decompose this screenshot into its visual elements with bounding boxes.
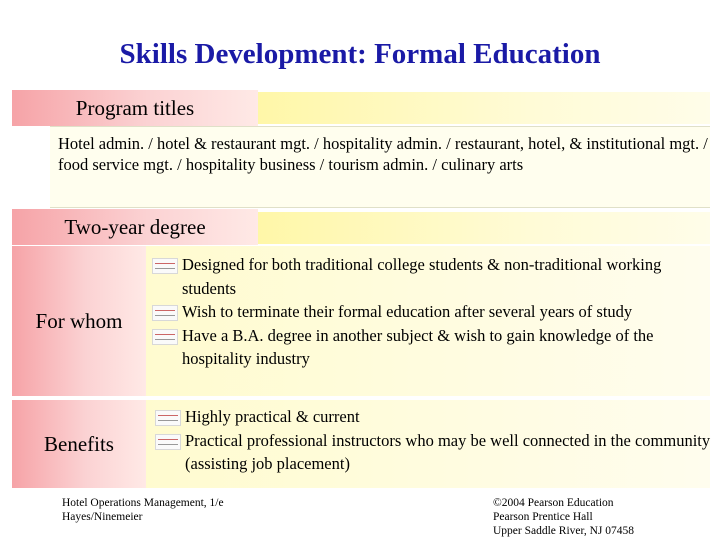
footer-book-title: Hotel Operations Management, 1/e [62,497,224,509]
slide-title: Skills Development: Formal Education [119,38,601,70]
two-year-degree-header-band [258,212,710,244]
benefits-label: Benefits [44,431,114,456]
bullet-text: Practical professional instructors who may be well connected in the community (assisting job placement) [185,430,711,473]
bullet-icon [155,410,181,426]
footer-address: Upper Saddle River, NJ 07458 [493,525,635,537]
bullet-text: Designed for both traditional college students & non-traditional working students [182,255,662,298]
bullet-icon [152,305,178,321]
program-titles-text: Hotel admin. / hotel & restaurant mgt. / hospitality admin. / restaurant, hotel, & institutional mgt. / food service mgt. / hospitality business / tourism admin. / culinary arts [58,134,708,174]
benefits-bullet-list [155,405,711,476]
bullet-text: Have a B.A. degree in another subject & wish to gain knowledge of the hospitality industry [182,325,654,368]
bullet-icon [152,329,178,345]
program-titles-label: Program titles [75,96,195,120]
bullet-icon [152,258,178,274]
footer-right [493,496,634,538]
footer-publisher: Pearson Prentice Hall [493,511,593,523]
bullet-text: Highly practical & current [185,407,360,426]
bullet-icon [155,434,181,450]
bullet-text: Wish to terminate their formal education after several years of study [182,302,633,321]
two-year-degree-label: Two-year degree [64,215,206,239]
for-whom-label: For whom [35,308,123,333]
list-item [155,429,711,476]
footer-left [62,496,224,524]
footer-authors: Hayes/Ninemeier [62,511,143,523]
list-item [155,405,711,429]
for-whom-bullet-list [152,253,708,371]
footer-copyright: ©2004 Pearson Education [493,497,614,509]
program-titles-header-band [258,92,710,124]
list-item [152,253,708,300]
list-item [152,300,708,324]
list-item [152,324,708,371]
